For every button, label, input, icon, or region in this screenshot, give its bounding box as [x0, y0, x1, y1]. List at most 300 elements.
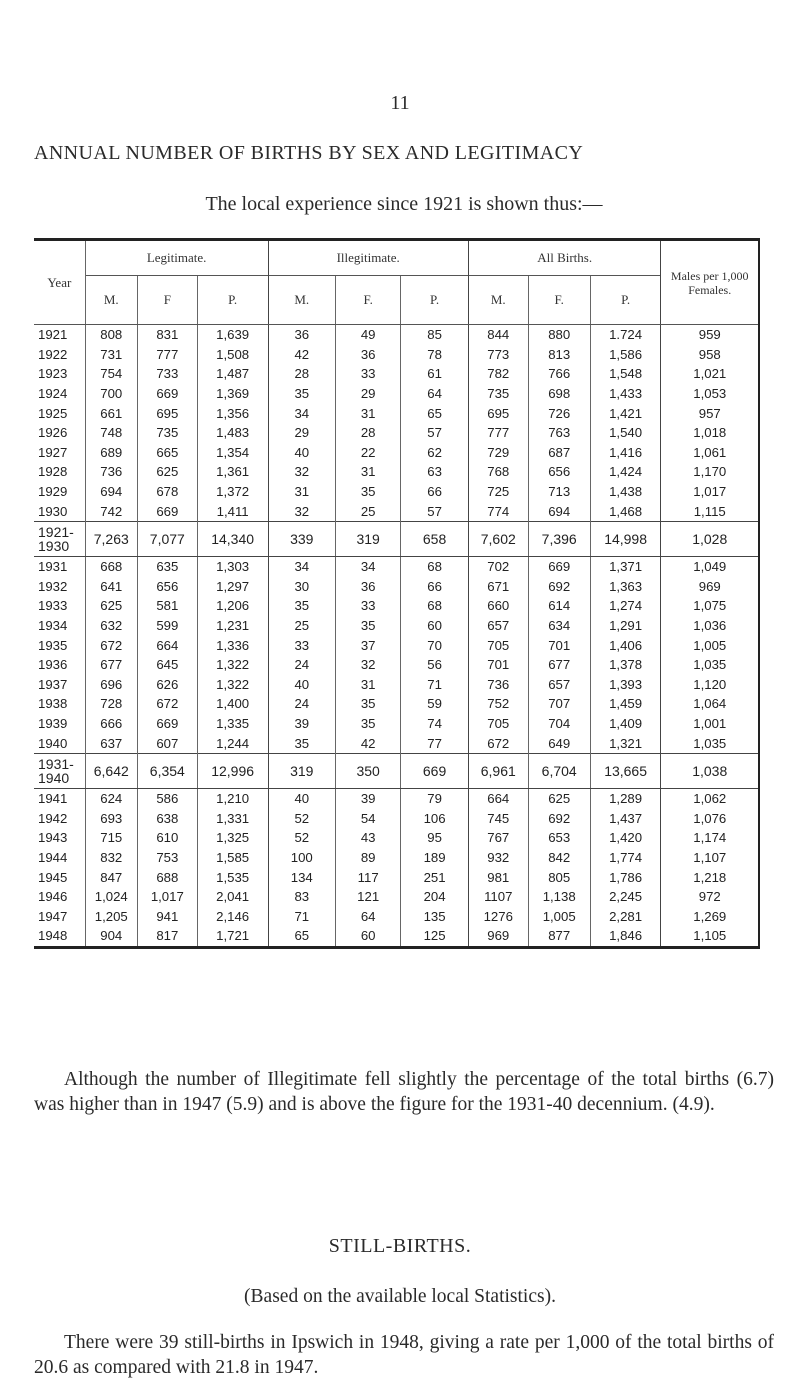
table-row — [34, 482, 759, 502]
table-row — [34, 423, 759, 443]
header-all-m: M. — [468, 276, 528, 325]
table-total-row — [34, 521, 759, 556]
cell-legit-m: 736 — [85, 462, 137, 482]
cell-males-per-1000: 1,036 — [661, 616, 759, 636]
cell-legit-f: 669 — [137, 714, 197, 734]
cell-year: 1938 — [38, 696, 68, 712]
table-row — [34, 556, 759, 576]
cell-males-per-1000: 1,218 — [661, 867, 759, 887]
cell-illeg-p: 669 — [401, 753, 469, 788]
cell-legit-m: 1,205 — [85, 906, 137, 926]
cell-illeg-m: 34 — [268, 556, 335, 576]
cell-illeg-f: 35 — [336, 616, 401, 636]
header-males-per-1000-females: Males per 1,000 Females. — [661, 240, 759, 325]
cell-illeg-p: 63 — [401, 462, 469, 482]
cell-illeg-p: 64 — [401, 384, 469, 404]
cell-legit-f: 664 — [137, 635, 197, 655]
cell-illeg-f: 89 — [336, 848, 401, 868]
header-year: Year — [34, 240, 85, 325]
header-illegitimate: Illegitimate. — [268, 240, 468, 276]
cell-legit-f: 695 — [137, 403, 197, 423]
cell-illeg-m: 25 — [268, 616, 335, 636]
cell-all-m: 981 — [468, 867, 528, 887]
cell-legit-f: 831 — [137, 325, 197, 345]
cell-legit-p: 1,297 — [197, 577, 268, 597]
header-legit-f: F — [137, 276, 197, 325]
cell-legit-f: 635 — [137, 556, 197, 576]
cell-illeg-f: 64 — [336, 906, 401, 926]
table-row — [34, 655, 759, 675]
cell-all-m: 844 — [468, 325, 528, 345]
cell-males-per-1000: 969 — [661, 577, 759, 597]
cell-legit-p: 1,483 — [197, 423, 268, 443]
cell-legit-p: 1,369 — [197, 384, 268, 404]
cell-all-m: 660 — [468, 596, 528, 616]
cell-illeg-f: 33 — [336, 364, 401, 384]
cell-illeg-f: 319 — [336, 521, 401, 556]
cell-all-p: 1,437 — [590, 808, 661, 828]
cell-males-per-1000: 1,038 — [661, 753, 759, 788]
stillbirths-subheading: (Based on the available local Statistics). — [244, 1286, 556, 1307]
cell-all-m: 736 — [468, 675, 528, 695]
cell-illeg-p: 66 — [401, 577, 469, 597]
cell-illeg-f: 31 — [336, 675, 401, 695]
cell-year: 1930 — [38, 503, 68, 519]
cell-all-m: 705 — [468, 635, 528, 655]
cell-illeg-f: 33 — [336, 596, 401, 616]
cell-legit-f: 817 — [137, 926, 197, 947]
cell-males-per-1000: 1,061 — [661, 443, 759, 463]
cell-all-f: 713 — [528, 482, 590, 502]
cell-males-per-1000: 1,107 — [661, 848, 759, 868]
cell-legit-f: 638 — [137, 808, 197, 828]
stillbirths-paragraph-text: There were 39 still-births in Ipswich in 1948, giving a rate per 1,000 of the total births of 20.6 as compared with 21.8 in 1947. — [34, 1332, 774, 1378]
table-row — [34, 635, 759, 655]
cell-legit-f: 669 — [137, 384, 197, 404]
cell-illeg-p: 74 — [401, 714, 469, 734]
cell-legit-m: 832 — [85, 848, 137, 868]
cell-legit-p: 1,206 — [197, 596, 268, 616]
cell-males-per-1000: 958 — [661, 345, 759, 365]
cell-illeg-f: 36 — [336, 577, 401, 597]
cell-males-per-1000: 1,269 — [661, 906, 759, 926]
cell-legit-p: 1,361 — [197, 462, 268, 482]
table-row — [34, 906, 759, 926]
cell-year: 1941 — [34, 788, 85, 808]
cell-legit-p: 2,146 — [197, 906, 268, 926]
page-number: 11 — [390, 92, 410, 114]
cell-illeg-m: 319 — [268, 753, 335, 788]
cell-all-m: 932 — [468, 848, 528, 868]
cell-legit-m: 672 — [85, 635, 137, 655]
cell-all-p: 1,433 — [590, 384, 661, 404]
table-row — [34, 577, 759, 597]
cell-legit-m: 637 — [85, 733, 137, 753]
cell-all-m: 782 — [468, 364, 528, 384]
cell-all-m: 725 — [468, 482, 528, 502]
cell-legit-m: 641 — [85, 577, 137, 597]
cell-illeg-p: 68 — [401, 556, 469, 576]
cell-all-f: 701 — [528, 635, 590, 655]
header-legit-p: P. — [197, 276, 268, 325]
cell-illeg-f: 43 — [336, 828, 401, 848]
cell-legit-p: 1,354 — [197, 443, 268, 463]
cell-legit-m: 808 — [85, 325, 137, 345]
cell-year: 1931 — [34, 556, 85, 576]
cell-all-p: 2,245 — [590, 887, 661, 907]
table-row — [34, 325, 759, 345]
cell-legit-m: 742 — [85, 501, 137, 521]
cell-all-f: 614 — [528, 596, 590, 616]
cell-illeg-f: 22 — [336, 443, 401, 463]
cell-legit-p: 1,336 — [197, 635, 268, 655]
cell-illeg-p: 68 — [401, 596, 469, 616]
illegitimate-paragraph — [34, 1067, 774, 1117]
cell-year: 1923 — [38, 366, 68, 382]
cell-legit-m: 661 — [85, 403, 137, 423]
cell-all-f: 813 — [528, 345, 590, 365]
cell-illeg-f: 42 — [336, 733, 401, 753]
cell-legit-p: 1,356 — [197, 403, 268, 423]
cell-illeg-f: 54 — [336, 808, 401, 828]
cell-legit-p: 1,400 — [197, 694, 268, 714]
cell-illeg-m: 71 — [268, 906, 335, 926]
cell-legit-p: 1,231 — [197, 616, 268, 636]
cell-males-per-1000: 1,049 — [661, 556, 759, 576]
cell-all-m: 752 — [468, 694, 528, 714]
cell-illeg-p: 95 — [401, 828, 469, 848]
header-all-p: P. — [590, 276, 661, 325]
cell-all-m: 664 — [468, 788, 528, 808]
illegitimate-paragraph-text: Although the number of Illegitimate fell slightly the percentage of the total births (6.7) was higher than in 1947 (5.9) and is above the figure for the 1931-40 decennium. (4.9). — [34, 1069, 774, 1115]
cell-legit-f: 599 — [137, 616, 197, 636]
cell-males-per-1000: 959 — [661, 325, 759, 345]
cell-illeg-p: 77 — [401, 733, 469, 753]
cell-illeg-f: 31 — [336, 403, 401, 423]
cell-illeg-p: 56 — [401, 655, 469, 675]
cell-legit-p: 1,585 — [197, 848, 268, 868]
cell-all-f: 657 — [528, 675, 590, 695]
table-row — [34, 596, 759, 616]
cell-all-f: 805 — [528, 867, 590, 887]
table-row — [34, 867, 759, 887]
cell-males-per-1000: 1,105 — [661, 926, 759, 947]
header-illeg-m: M. — [268, 276, 335, 325]
cell-legit-p: 1,487 — [197, 364, 268, 384]
cell-all-p: 1,548 — [590, 364, 661, 384]
cell-illeg-p: 65 — [401, 403, 469, 423]
cell-illeg-f: 35 — [336, 694, 401, 714]
cell-legit-f: 586 — [137, 788, 197, 808]
cell-illeg-m: 339 — [268, 521, 335, 556]
header-all-f: F. — [528, 276, 590, 325]
cell-legit-p: 1,331 — [197, 808, 268, 828]
cell-all-f: 677 — [528, 655, 590, 675]
cell-illeg-p: 106 — [401, 808, 469, 828]
cell-illeg-f: 60 — [336, 926, 401, 947]
cell-legit-p: 1,411 — [197, 501, 268, 521]
cell-all-m: 702 — [468, 556, 528, 576]
cell-all-m: 767 — [468, 828, 528, 848]
births-table-body — [34, 325, 759, 948]
cell-legit-p: 1,303 — [197, 556, 268, 576]
cell-legit-p: 1,372 — [197, 482, 268, 502]
cell-year: 1925 — [38, 405, 68, 421]
births-table-container — [34, 238, 760, 949]
cell-year: 1942 — [38, 810, 68, 826]
cell-year: 1934 — [38, 618, 68, 634]
cell-legit-m: 1,024 — [85, 887, 137, 907]
cell-all-m: 7,602 — [468, 521, 528, 556]
cell-all-f: 842 — [528, 848, 590, 868]
cell-legit-p: 1,244 — [197, 733, 268, 753]
cell-all-p: 1,363 — [590, 577, 661, 597]
header-all-births: All Births. — [468, 240, 661, 276]
cell-year: 1945 — [38, 869, 68, 885]
cell-males-per-1000: 1,028 — [661, 521, 759, 556]
table-row — [34, 808, 759, 828]
cell-males-per-1000: 972 — [661, 887, 759, 907]
cell-legit-p: 1,535 — [197, 867, 268, 887]
cell-all-m: 773 — [468, 345, 528, 365]
cell-all-m: 657 — [468, 616, 528, 636]
cell-all-m: 729 — [468, 443, 528, 463]
cell-all-p: 1,774 — [590, 848, 661, 868]
births-table — [34, 238, 760, 949]
cell-all-p: 1,424 — [590, 462, 661, 482]
table-row — [34, 345, 759, 365]
cell-year: 1946 — [38, 889, 68, 905]
cell-all-f: 1,138 — [528, 887, 590, 907]
cell-legit-m: 754 — [85, 364, 137, 384]
cell-illeg-f: 36 — [336, 345, 401, 365]
cell-illeg-m: 32 — [268, 462, 335, 482]
cell-males-per-1000: 1,017 — [661, 482, 759, 502]
cell-legit-m: 624 — [85, 788, 137, 808]
cell-all-m: 777 — [468, 423, 528, 443]
cell-legit-f: 669 — [137, 501, 197, 521]
table-row — [34, 887, 759, 907]
cell-all-p: 1,468 — [590, 501, 661, 521]
cell-year: 1922 — [38, 346, 68, 362]
cell-males-per-1000: 1,001 — [661, 714, 759, 734]
cell-illeg-m: 100 — [268, 848, 335, 868]
cell-all-m: 671 — [468, 577, 528, 597]
cell-illeg-f: 49 — [336, 325, 401, 345]
cell-year: 1944 — [38, 849, 68, 865]
intro-text: The local experience since 1921 is shown thus:— — [205, 193, 603, 215]
cell-legit-m: 904 — [85, 926, 137, 947]
cell-illeg-p: 60 — [401, 616, 469, 636]
cell-legit-m: 728 — [85, 694, 137, 714]
cell-illeg-m: 35 — [268, 596, 335, 616]
cell-illeg-m: 39 — [268, 714, 335, 734]
table-row — [34, 694, 759, 714]
cell-legit-m: 666 — [85, 714, 137, 734]
cell-illeg-m: 36 — [268, 325, 335, 345]
cell-legit-f: 733 — [137, 364, 197, 384]
cell-legit-p: 2,041 — [197, 887, 268, 907]
table-total-row — [34, 753, 759, 788]
cell-all-f: 877 — [528, 926, 590, 947]
cell-legit-f: 6,354 — [137, 753, 197, 788]
cell-year: 1928 — [38, 464, 68, 480]
cell-illeg-p: 125 — [401, 926, 469, 947]
cell-year: 1943 — [38, 830, 68, 846]
cell-illeg-p: 658 — [401, 521, 469, 556]
cell-legit-p: 1,322 — [197, 655, 268, 675]
cell-legit-f: 626 — [137, 675, 197, 695]
cell-all-f: 653 — [528, 828, 590, 848]
cell-all-f: 726 — [528, 403, 590, 423]
cell-illeg-f: 34 — [336, 556, 401, 576]
table-row — [34, 828, 759, 848]
cell-males-per-1000: 1,076 — [661, 808, 759, 828]
cell-all-p: 1,321 — [590, 733, 661, 753]
cell-legit-f: 610 — [137, 828, 197, 848]
cell-all-p: 1,540 — [590, 423, 661, 443]
cell-illeg-f: 29 — [336, 384, 401, 404]
stillbirths-paragraph — [34, 1330, 774, 1380]
cell-legit-m: 625 — [85, 596, 137, 616]
cell-legit-p: 1,322 — [197, 675, 268, 695]
cell-all-m: 695 — [468, 403, 528, 423]
cell-illeg-m: 32 — [268, 501, 335, 521]
cell-all-f: 649 — [528, 733, 590, 753]
table-row — [34, 616, 759, 636]
cell-all-p: 1,289 — [590, 788, 661, 808]
cell-illeg-m: 30 — [268, 577, 335, 597]
cell-year: 1926 — [38, 425, 68, 441]
cell-year: 1927 — [38, 444, 68, 460]
cell-all-p: 1,421 — [590, 403, 661, 423]
cell-year: 1932 — [38, 578, 68, 594]
cell-legit-f: 672 — [137, 694, 197, 714]
cell-illeg-m: 40 — [268, 675, 335, 695]
stillbirths-heading: STILL-BIRTHS. — [328, 1235, 472, 1257]
cell-all-m: 672 — [468, 733, 528, 753]
cell-illeg-f: 35 — [336, 482, 401, 502]
cell-illeg-p: 85 — [401, 325, 469, 345]
cell-illeg-m: 40 — [268, 443, 335, 463]
cell-legit-m: 632 — [85, 616, 137, 636]
cell-legit-m: 748 — [85, 423, 137, 443]
cell-legit-f: 665 — [137, 443, 197, 463]
cell-all-m: 6,961 — [468, 753, 528, 788]
cell-all-m: 705 — [468, 714, 528, 734]
cell-all-m: 1107 — [468, 887, 528, 907]
cell-year: 1936 — [38, 657, 68, 673]
cell-all-f: 880 — [528, 325, 590, 345]
table-row — [34, 462, 759, 482]
cell-illeg-p: 78 — [401, 345, 469, 365]
cell-illeg-p: 59 — [401, 694, 469, 714]
cell-all-p: 1,291 — [590, 616, 661, 636]
cell-legit-m: 677 — [85, 655, 137, 675]
table-row — [34, 675, 759, 695]
cell-legit-f: 656 — [137, 577, 197, 597]
cell-all-m: 701 — [468, 655, 528, 675]
cell-males-per-1000: 1,035 — [661, 655, 759, 675]
cell-males-per-1000: 1,053 — [661, 384, 759, 404]
table-row — [34, 848, 759, 868]
cell-illeg-f: 25 — [336, 501, 401, 521]
cell-illeg-f: 28 — [336, 423, 401, 443]
cell-all-f: 692 — [528, 808, 590, 828]
cell-all-p: 1,586 — [590, 345, 661, 365]
cell-all-f: 698 — [528, 384, 590, 404]
cell-legit-p: 12,996 — [197, 753, 268, 788]
cell-all-f: 1,005 — [528, 906, 590, 926]
cell-illeg-m: 134 — [268, 867, 335, 887]
cell-illeg-m: 65 — [268, 926, 335, 947]
cell-legit-f: 7,077 — [137, 521, 197, 556]
cell-illeg-f: 121 — [336, 887, 401, 907]
cell-illeg-p: 70 — [401, 635, 469, 655]
cell-all-p: 1,416 — [590, 443, 661, 463]
cell-legit-f: 625 — [137, 462, 197, 482]
cell-all-p: 1,420 — [590, 828, 661, 848]
cell-illeg-p: 79 — [401, 788, 469, 808]
cell-illeg-p: 62 — [401, 443, 469, 463]
cell-all-f: 6,704 — [528, 753, 590, 788]
cell-illeg-m: 28 — [268, 364, 335, 384]
cell-all-f: 766 — [528, 364, 590, 384]
cell-illeg-p: 189 — [401, 848, 469, 868]
cell-illeg-m: 35 — [268, 384, 335, 404]
cell-year: 1935 — [38, 637, 68, 653]
cell-males-per-1000: 1,005 — [661, 635, 759, 655]
cell-legit-p: 1,721 — [197, 926, 268, 947]
cell-illeg-p: 61 — [401, 364, 469, 384]
cell-illeg-m: 24 — [268, 694, 335, 714]
cell-legit-f: 1,017 — [137, 887, 197, 907]
cell-legit-f: 678 — [137, 482, 197, 502]
cell-all-f: 704 — [528, 714, 590, 734]
cell-illeg-p: 204 — [401, 887, 469, 907]
cell-all-p: 1,406 — [590, 635, 661, 655]
cell-males-per-1000: 1,170 — [661, 462, 759, 482]
cell-legit-f: 735 — [137, 423, 197, 443]
cell-males-per-1000: 1,064 — [661, 694, 759, 714]
cell-males-per-1000: 1,120 — [661, 675, 759, 695]
table-row — [34, 443, 759, 463]
cell-illeg-f: 39 — [336, 788, 401, 808]
header-legitimate: Legitimate. — [85, 240, 268, 276]
cell-year: 1924 — [38, 386, 68, 402]
cell-illeg-f: 32 — [336, 655, 401, 675]
cell-legit-m: 689 — [85, 443, 137, 463]
cell-illeg-m: 42 — [268, 345, 335, 365]
cell-all-m: 774 — [468, 501, 528, 521]
cell-all-p: 1,438 — [590, 482, 661, 502]
cell-legit-p: 14,340 — [197, 521, 268, 556]
table-row — [34, 501, 759, 521]
cell-males-per-1000: 957 — [661, 403, 759, 423]
cell-legit-m: 668 — [85, 556, 137, 576]
cell-legit-m: 731 — [85, 345, 137, 365]
cell-males-per-1000: 1,018 — [661, 423, 759, 443]
cell-legit-m: 6,642 — [85, 753, 137, 788]
cell-year: 1929 — [38, 484, 68, 500]
cell-males-per-1000: 1,035 — [661, 733, 759, 753]
cell-illeg-p: 66 — [401, 482, 469, 502]
table-row — [34, 788, 759, 808]
cell-year: 1948 — [38, 928, 68, 944]
cell-legit-f: 645 — [137, 655, 197, 675]
cell-legit-m: 715 — [85, 828, 137, 848]
table-row — [34, 364, 759, 384]
